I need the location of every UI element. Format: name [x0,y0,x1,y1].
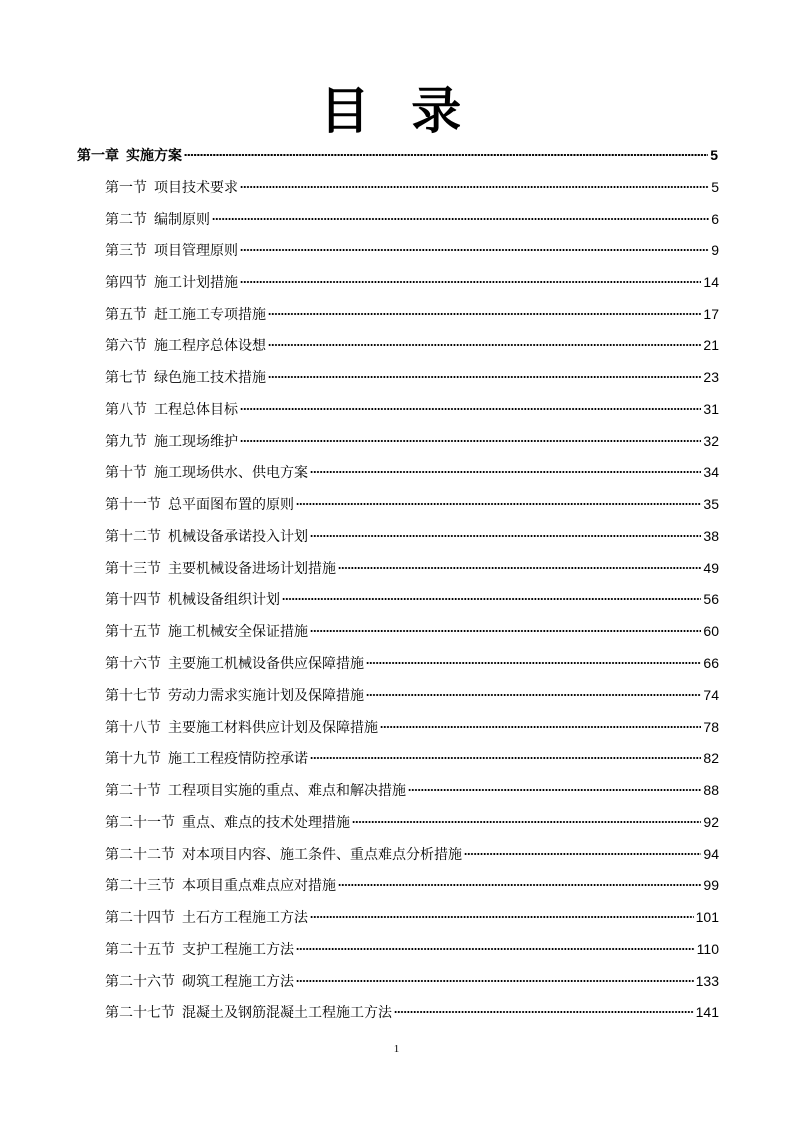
toc-section-label [105,272,238,294]
toc-section-page: 34 [703,464,719,481]
toc-section-title: 施工工程疫情防控承诺 [168,751,308,768]
toc-section-label [105,844,462,866]
toc-leader-dots [310,535,701,537]
toc-section-page: 74 [703,686,719,703]
toc-section-number: 第二十二节 [105,846,175,863]
toc-section-number: 第十六节 [105,655,161,672]
toc-leader-dots [366,694,701,696]
toc-section-label [105,812,350,834]
toc-chapter-title: 实施方案 [126,148,182,164]
toc-section-23[interactable] [105,874,719,896]
toc-section-27[interactable] [105,1001,719,1023]
toc-leader-dots [464,853,701,855]
toc-section-title: 机械设备承诺投入计划 [168,528,308,545]
toc-section-page: 49 [703,559,719,576]
toc-section-number: 第三节 [105,243,147,260]
toc-section-number: 第六节 [105,338,147,355]
toc-section-label [105,177,238,199]
toc-leader-dots [268,344,701,346]
toc-section-page: 9 [711,242,719,259]
toc-leader-dots [380,726,701,728]
toc-section-label [105,367,266,389]
toc-leader-dots [338,884,701,886]
toc-leader-dots [310,471,701,473]
toc-section-number: 第二十六节 [105,973,175,990]
toc-section-number: 第五节 [105,306,147,323]
toc-section-title: 混凝土及钢筋混凝土工程施工方法 [182,1005,392,1022]
toc-section-page: 56 [703,591,719,608]
toc-section-page: 17 [703,305,719,322]
toc-leader-dots [310,916,694,918]
toc-section-page: 66 [703,654,719,671]
toc-chapter-label [77,145,182,167]
toc-leader-dots [240,281,701,283]
toc-section-page: 110 [696,940,719,957]
toc-section-2[interactable] [105,208,719,230]
toc-section-9[interactable] [105,430,719,452]
toc-section-page: 6 [711,210,719,227]
toc-section-title: 赶工施工专项措施 [154,306,266,323]
toc-section-1[interactable] [105,176,719,198]
toc-section-number: 第十八节 [105,719,161,736]
toc-section-page: 32 [703,432,719,449]
toc-section-number: 第二十节 [105,783,161,799]
toc-chapter-1[interactable] [77,144,718,166]
toc-section-number: 第八节 [105,401,147,418]
toc-section-page: 133 [695,972,719,989]
toc-section-title: 施工计划措施 [154,275,238,291]
toc-section-4[interactable] [105,271,719,293]
toc-section-12[interactable] [105,525,719,547]
page-title: 目 录 [319,81,474,140]
toc-leader-dots [240,408,701,410]
toc-section-label [105,1002,392,1024]
toc-leader-dots [366,662,701,664]
toc-section-number: 第一节 [105,179,147,196]
toc-leader-dots [282,598,701,600]
toc-section-number: 第十三节 [105,560,161,577]
toc-section-title: 施工程序总体设想 [154,338,266,355]
toc-section-title: 劳动力需求实施计划及保障措施 [168,687,364,704]
toc-section-22[interactable] [105,843,719,865]
toc-section-label [105,209,210,231]
toc-section-page: 21 [703,337,719,354]
toc-leader-dots [268,376,701,378]
toc-section-number: 第十四节 [105,592,161,609]
toc-section-title: 编制原则 [154,211,210,228]
toc-section-page: 14 [703,274,719,290]
toc-section-title: 主要机械设备进场计划措施 [168,560,336,577]
toc-section-label [105,335,266,357]
toc-section-20[interactable] [105,779,719,801]
toc-section-page: 82 [703,750,719,767]
toc-section-label [105,526,308,548]
toc-leader-dots [338,567,701,569]
toc-section-11[interactable] [105,493,719,515]
toc-section-page: 78 [703,718,719,735]
toc-leader-dots [352,821,701,823]
toc-section-6[interactable] [105,334,719,356]
toc-section-label [105,558,336,580]
toc-section-title: 施工现场供水、供电方案 [154,465,308,482]
toc-section-26[interactable] [105,970,719,992]
toc-section-number: 第十节 [105,465,147,482]
toc-chapter-page: 5 [710,147,718,163]
toc-section-label [105,939,294,961]
toc-section-title: 支护工程施工方法 [182,941,294,958]
toc-section-page: 35 [703,496,719,513]
toc-section-title: 项目技术要求 [154,179,238,196]
toc-leader-dots [296,980,694,982]
toc-section-label [105,748,308,770]
toc-section-label [105,304,266,326]
toc-section-number: 第二十一节 [105,814,175,831]
toc-section-label [105,717,378,739]
toc-section-number: 第九节 [105,433,147,450]
toc-section-label [105,971,294,993]
toc-section-17[interactable] [105,684,719,706]
toc-section-number: 第二十三节 [105,878,175,895]
toc-section-label [105,462,308,484]
toc-section-title: 重点、难点的技术处理措施 [182,814,350,831]
toc-section-16[interactable] [105,652,719,674]
toc-leader-dots [310,630,701,632]
toc-section-18[interactable] [105,716,719,738]
toc-section-label [105,494,294,516]
toc-section-title: 砌筑工程施工方法 [182,973,294,990]
toc-section-label [105,907,308,929]
toc-section-label [105,240,238,262]
toc-section-page: 60 [703,623,719,640]
toc-section-label [105,685,364,707]
toc-section-page: 101 [695,909,719,925]
toc-leader-dots [408,789,701,791]
toc-leader-dots [240,249,709,251]
toc-section-title: 施工机械安全保证措施 [168,624,308,641]
toc-section-page: 94 [703,845,719,862]
toc-section-label [105,431,238,453]
toc-section-page: 92 [703,813,719,830]
toc-section-title: 工程总体目标 [154,401,238,418]
toc-section-label [105,621,308,643]
toc-section-page: 31 [703,400,719,417]
toc-section-title: 主要施工机械设备供应保障措施 [168,655,364,672]
toc-section-title: 工程项目实施的重点、难点和解决措施 [168,783,406,799]
toc-section-page: 88 [703,782,719,798]
toc-section-title: 施工现场维护 [154,433,238,450]
toc-section-label [105,780,406,802]
toc-section-page: 141 [695,1004,719,1021]
toc-section-number: 第十七节 [105,687,161,704]
toc-section-page: 23 [703,369,719,386]
toc-section-13[interactable] [105,557,719,579]
toc-section-title: 总平面图布置的原则 [168,497,294,514]
toc-section-number: 第七节 [105,370,147,387]
toc-section-label [105,653,364,675]
toc-chapter-number: 第一章 [77,148,119,164]
toc-section-number: 第十九节 [105,751,161,768]
toc-section-number: 第二十七节 [105,1005,175,1022]
toc-section-21[interactable] [105,811,719,833]
toc-section-19[interactable] [105,747,719,769]
toc-section-number: 第四节 [105,275,147,291]
toc-section-title: 绿色施工技术措施 [154,370,266,387]
toc-section-10[interactable] [105,461,719,483]
toc-leader-dots [240,186,709,188]
toc-section-page: 5 [711,178,719,195]
toc-section-number: 第二十五节 [105,941,175,958]
toc-section-title: 本项目重点难点应对措施 [182,878,336,895]
toc-section-title: 项目管理原则 [154,243,238,260]
toc-section-label [105,875,336,897]
toc-section-25[interactable] [105,938,719,960]
toc-leader-dots [296,948,695,950]
toc-section-number: 第十二节 [105,528,161,545]
toc-section-label [105,399,238,421]
toc-section-15[interactable] [105,620,719,642]
toc-leader-dots [268,313,701,315]
toc-section-title: 土石方工程施工方法 [182,910,308,926]
toc-leader-dots [184,154,708,156]
toc-section-number: 第十一节 [105,497,161,514]
toc-section-8[interactable] [105,398,719,420]
toc-leader-dots [240,440,701,442]
toc-section-label [105,589,280,611]
toc-leader-dots [212,218,709,220]
toc-section-title: 对本项目内容、施工条件、重点难点分析措施 [182,846,462,863]
page-number: 1 [393,1043,400,1055]
toc-section-number: 第十五节 [105,624,161,641]
toc-section-14[interactable] [105,588,719,610]
toc-section-24[interactable] [105,906,719,928]
toc-section-3[interactable] [105,239,719,261]
toc-section-page: 99 [703,877,719,894]
toc-section-5[interactable] [105,303,719,325]
toc-leader-dots [296,503,701,505]
toc-section-number: 第二十四节 [105,910,175,926]
toc-section-7[interactable] [105,366,719,388]
toc-leader-dots [310,757,701,759]
toc-leader-dots [394,1011,694,1013]
toc-section-page: 38 [703,527,719,544]
toc-section-title: 主要施工材料供应计划及保障措施 [168,719,378,736]
toc-section-title: 机械设备组织计划 [168,592,280,609]
toc-section-number: 第二节 [105,211,147,228]
